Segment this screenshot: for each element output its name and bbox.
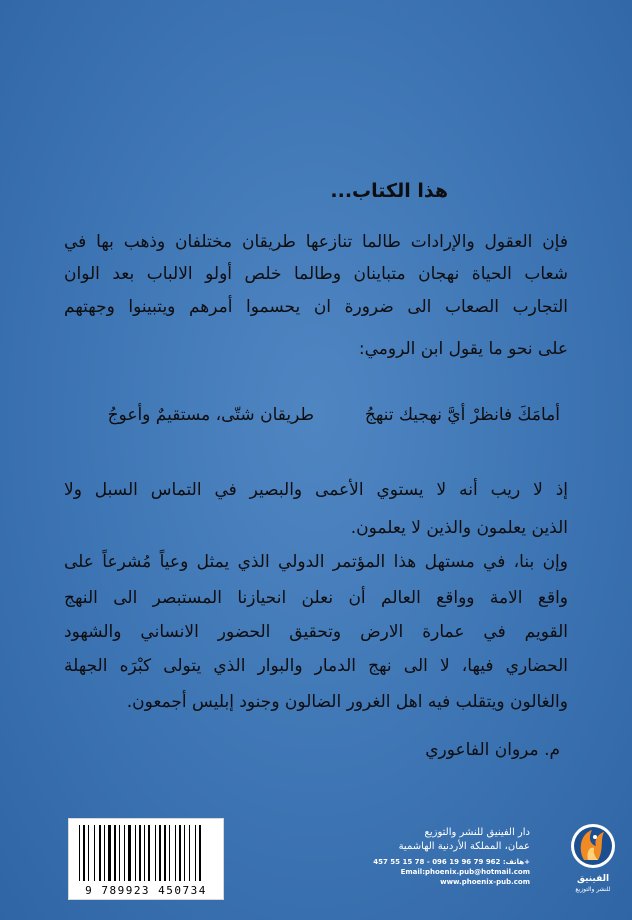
publisher-phone: هاتف: 962 79 96 19 096 - 78 15 55 457+ (373, 858, 530, 866)
barcode-bar (146, 825, 147, 881)
publisher-name: دار الفينيق للنشر والتوزيع (424, 827, 530, 838)
barcode-bar (162, 825, 163, 881)
barcode-bar (114, 825, 116, 881)
barcode-bar (79, 825, 80, 881)
barcode-bar (102, 825, 103, 881)
barcode-bar (90, 825, 93, 881)
paragraph1-line-4: على نحو ما يقول ابن الرومي: (358, 339, 568, 359)
barcode-bar (167, 825, 168, 881)
barcode-bar (99, 825, 101, 881)
barcode-bar (151, 825, 154, 881)
barcode-bar (182, 825, 183, 881)
barcode-bar (186, 825, 188, 881)
paragraph3-line-4: الحضاري فيها، لا الى نهج الدمار والبوار الذي يتولى كبْرَه الجهلة (64, 656, 568, 676)
publisher-website: www.phoenix-pub.com (440, 878, 530, 886)
barcode-bar (197, 825, 198, 881)
author-signature: م. مروان الفاعوري (425, 740, 560, 760)
barcode-bar (148, 825, 150, 881)
paragraph3-line-5: والغالون ويتقلب فيه اهل الغرور الضالون وجنود إبليس أجمعون. (126, 692, 568, 712)
barcode-bar (195, 825, 196, 881)
paragraph2-line-1: إذ لا ريب أنه لا يستوي الأعمى والبصير في التماس السبل ولا (64, 480, 568, 500)
barcode-bar (88, 825, 89, 881)
barcode-bar (96, 825, 98, 881)
barcode-bar (142, 825, 143, 881)
verse-hemistich-right: أمامَكَ فانظرْ أيَّ نهجيك تنهجُ (364, 405, 560, 425)
barcode-bar (81, 825, 82, 881)
barcode-bar (199, 825, 201, 881)
barcode-bar (86, 825, 87, 881)
barcode-bar (175, 825, 176, 881)
paragraph3-line-1: وإن بنا، في مستهل هذا المؤتمر الدولي الذي يمثل وعياً مُشرعاً على (64, 552, 568, 572)
paragraph3-line-3: القويم في عمارة الارض وتحقيق الحضور الانساني والشهود (64, 622, 568, 642)
barcode-bar (135, 825, 136, 881)
barcode-bar (126, 825, 127, 881)
publisher-address: عمان، المملكة الأردنية الهاشمية (398, 841, 530, 852)
paragraph1-line-1: فإن العقول والإرادات طالما تنازعها طريقان مختلفان وذهب بها في (64, 232, 568, 252)
barcode-bar (144, 825, 145, 881)
barcode-bar (169, 825, 170, 881)
barcode-bar (112, 825, 113, 881)
publisher-info (330, 826, 530, 887)
paragraph1-line-3: التجارب الصعاب الى ضرورة ان يحسموا أمرهم ويتبينوا وجهتهم (64, 297, 568, 317)
book-blurb-heading: هذا الكتاب... (330, 180, 448, 202)
barcode-bar (83, 825, 85, 881)
barcode-bar (106, 825, 107, 881)
barcode-bar (137, 825, 138, 881)
logo-subtitle: للنشر والتوزيع (575, 886, 611, 893)
barcode-bar (157, 825, 158, 881)
barcode-bar (108, 825, 111, 881)
isbn-barcode (68, 818, 224, 900)
barcode-bar (124, 825, 125, 881)
barcode-bar (159, 825, 161, 881)
barcode-bar (117, 825, 118, 881)
barcode-bar (119, 825, 120, 881)
barcode-bar (155, 825, 156, 881)
barcode-bar (94, 825, 95, 881)
barcode-bar (132, 825, 134, 881)
barcode-bar (177, 825, 178, 881)
barcode-bar (121, 825, 123, 881)
barcode-bar (179, 825, 181, 881)
barcode-bar (164, 825, 166, 881)
barcode-bar (189, 825, 190, 881)
paragraph2-line-2: الذين يعلمون والذين لا يعلمون. (350, 518, 568, 538)
barcode-bar (184, 825, 185, 881)
barcode-bar (139, 825, 141, 881)
isbn-digits: 9 789923 450734 (85, 884, 207, 897)
barcode-bar (104, 825, 105, 881)
barcode-bar (202, 825, 203, 881)
barcode-bar (128, 825, 131, 881)
paragraph3-line-2: واقع الامة وواقع العالم أن نعلن انحيازنا المستبصر الى النهج (64, 588, 568, 608)
publisher-email: Email:phoenix.pub@hotmail.com (400, 868, 530, 876)
barcode-bar (171, 825, 174, 881)
verse-hemistich-left: طريقان شتّى، مستقيمٌ وأعوجُ (107, 405, 314, 425)
paragraph1-line-2: شعاب الحياة نهجان متباينان وطالما خلص أولو الالباب بعد الوان (64, 264, 568, 284)
logo-name: الفينيق (576, 874, 610, 884)
barcode-bars (79, 825, 215, 881)
barcode-bar (191, 825, 194, 881)
